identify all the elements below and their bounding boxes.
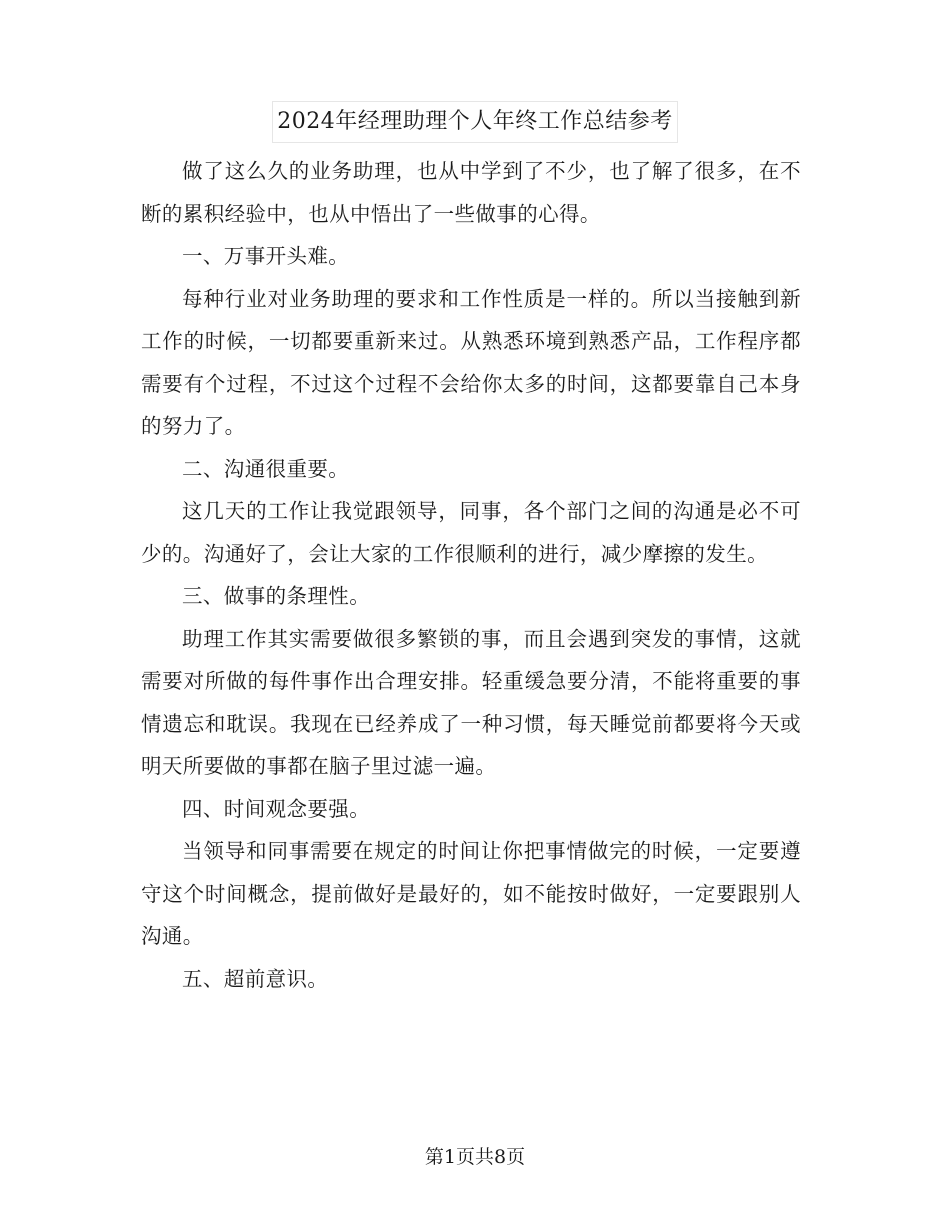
section-heading: 三、做事的条理性。 xyxy=(182,584,371,608)
document-body xyxy=(141,150,801,1000)
section-heading: 一、万事开头难。 xyxy=(182,244,350,268)
page-number-footer: 第1页共8页 xyxy=(424,1146,526,1168)
section-heading: 二、沟通很重要。 xyxy=(182,456,350,481)
document-title: 2024年经理助理个人年终工作总结参考 xyxy=(272,101,678,143)
paragraph: 助理工作其实需要做很多繁锁的事，而且会遇到突发的事情，这就需要对所做的每件事作出合理安排。轻重缓急要分清，不能将重要的事情遗忘和耽误。我现在已经养成了一种习惯，每天睡觉前都要将今天或明天所要做的事都在脑子里过滤一遍。 xyxy=(141,626,801,778)
section-heading: 四、时间观念要强。 xyxy=(182,796,371,821)
paragraph: 这几天的工作让我觉跟领导，同事，各个部门之间的沟通是必不可少的。沟通好了，会让大家的工作很顺利的进行，减少摩擦的发生。 xyxy=(141,499,801,566)
paragraph: 每种行业对业务助理的要求和工作性质是一样的。所以当接触到新工作的时候，一切都要重新来过。从熟悉环境到熟悉产品，工作程序都需要有个过程，不过这个过程不会给你太多的时间，这都要靠自己本身的努力了。 xyxy=(141,286,801,438)
section-heading: 五、超前意识。 xyxy=(182,966,329,991)
paragraph: 做了这么久的业务助理，也从中学到了不少，也了解了很多，在不断的累积经验中，也从中悟出了一些做事的心得。 xyxy=(141,159,801,226)
title-container xyxy=(0,101,950,143)
paragraph: 当领导和同事需要在规定的时间让你把事情做完的时候，一定要遵守这个时间概念，提前做好是最好的，如不能按时做好，一定要跟别人沟通。 xyxy=(141,839,801,948)
